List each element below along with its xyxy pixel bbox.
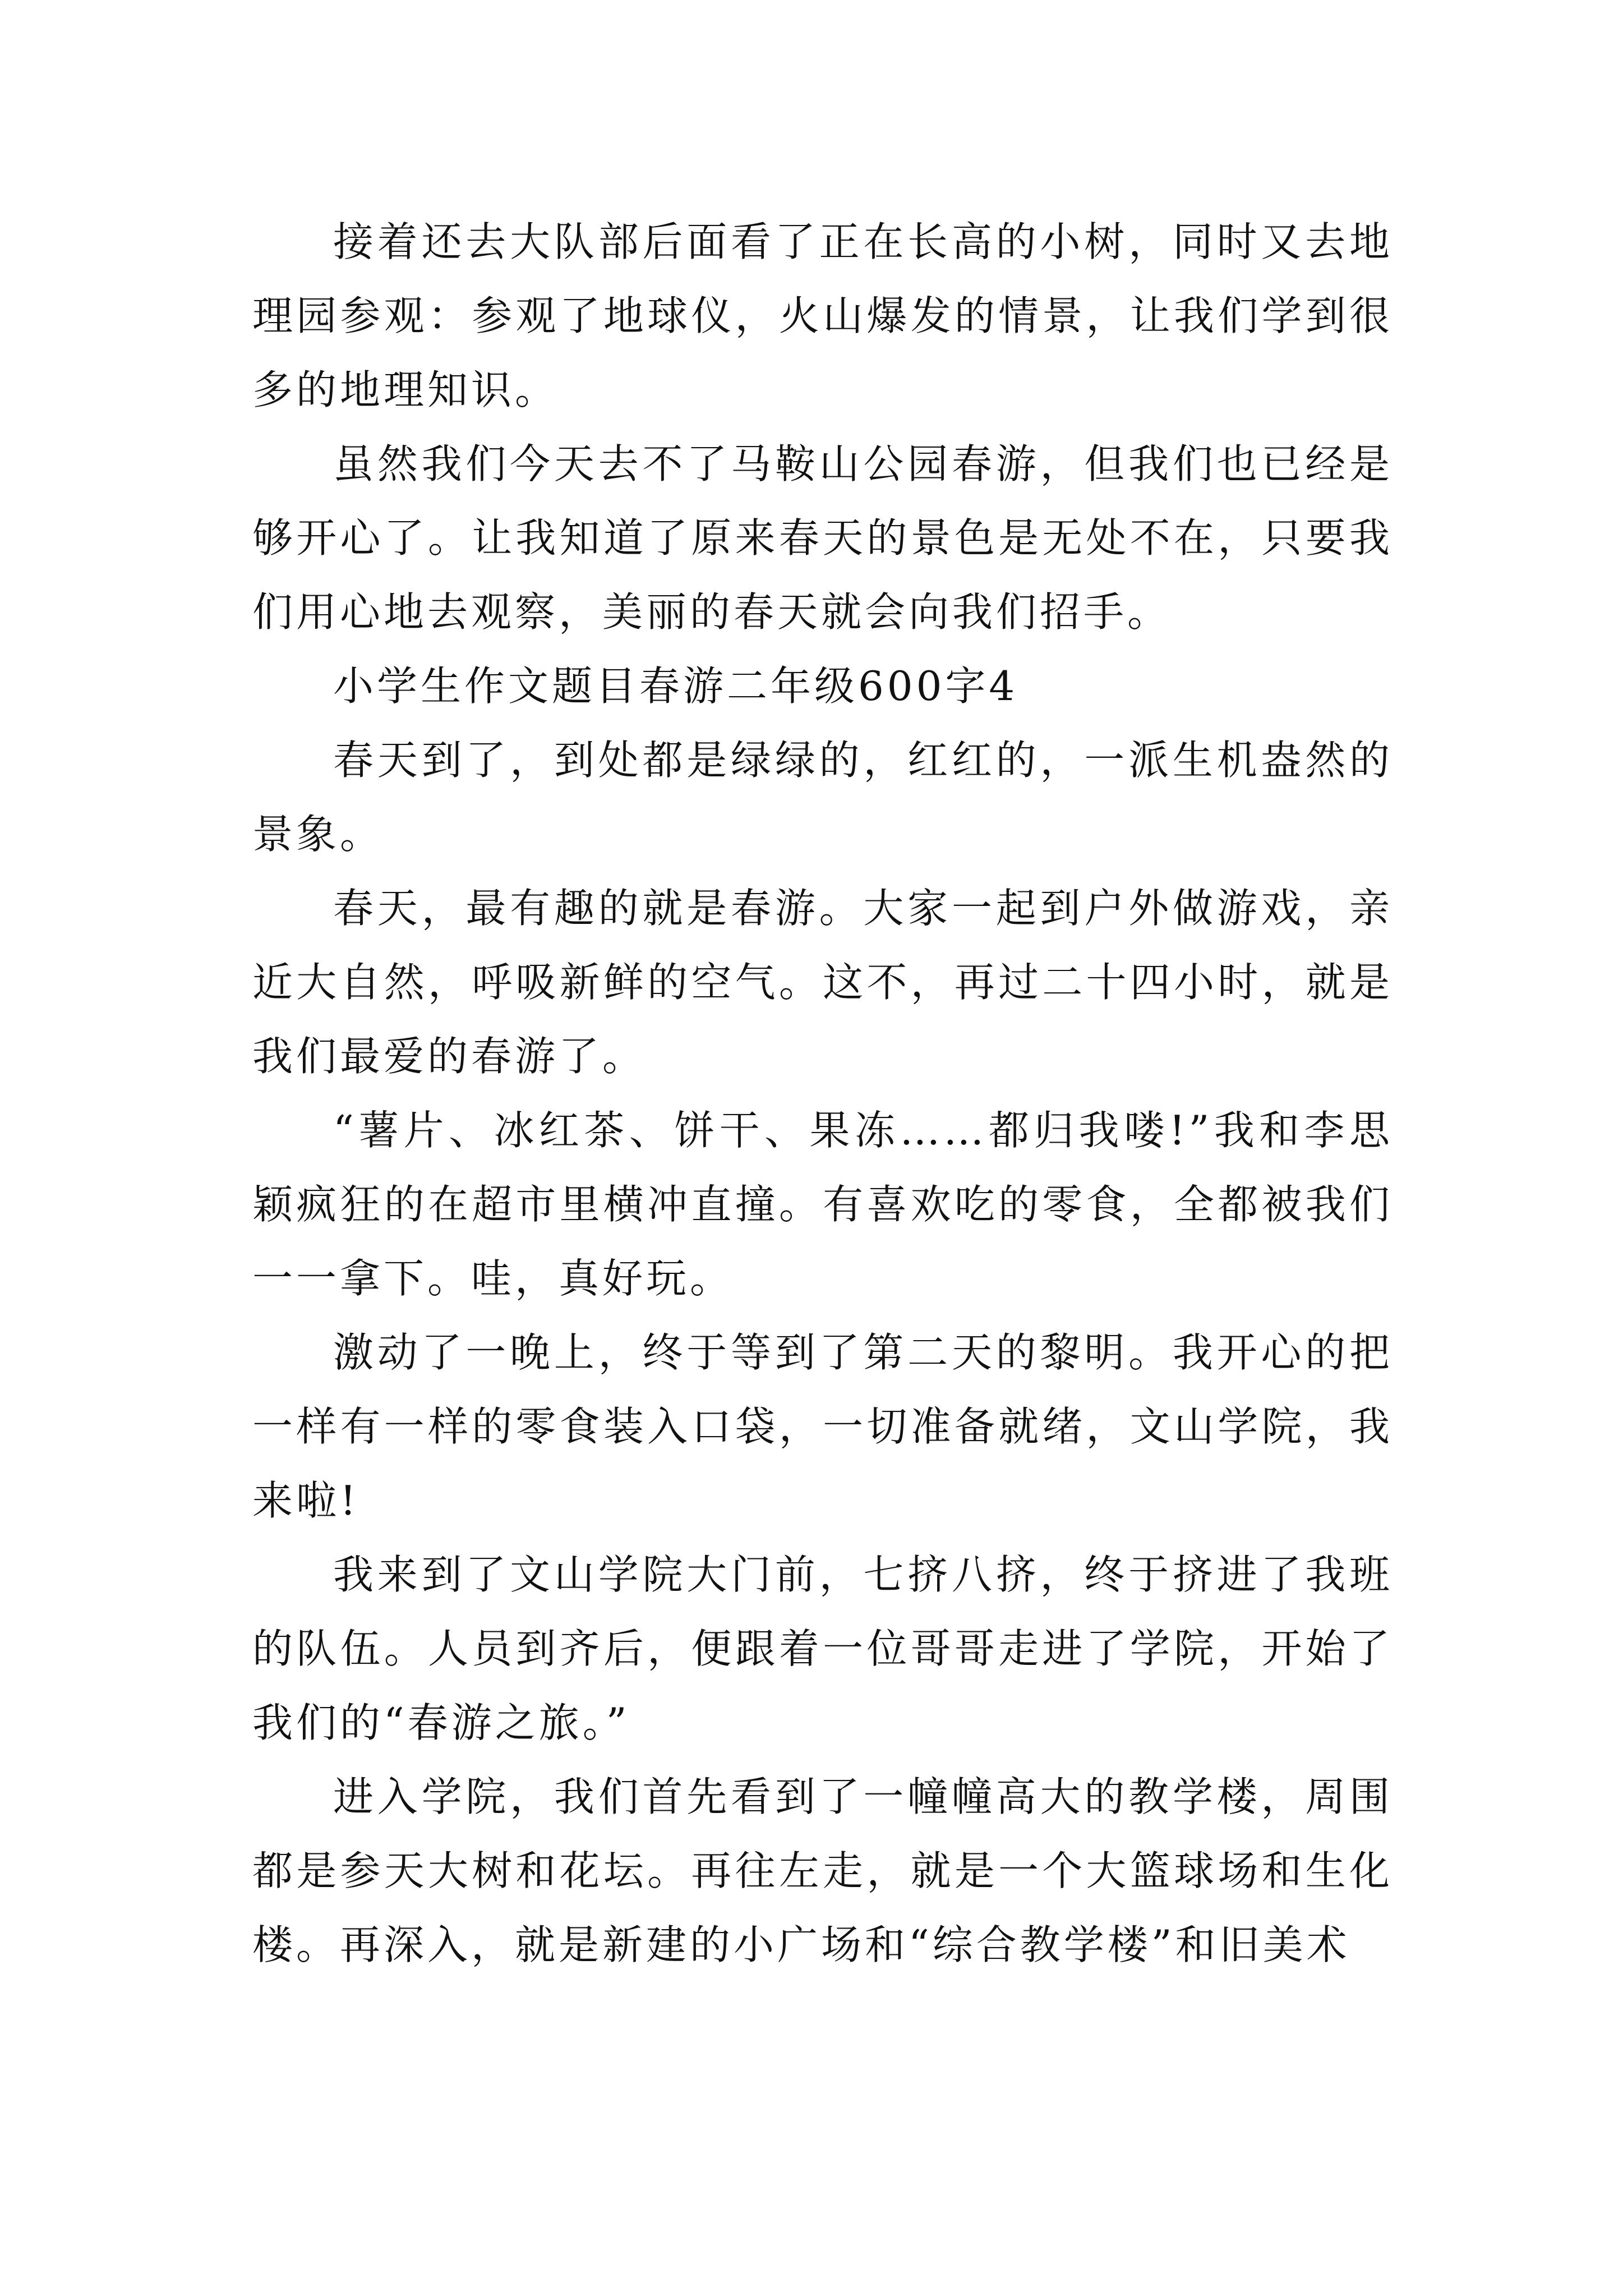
paragraph-6: 激动了一晚上，终于等到了第二天的黎明。我开心的把一样有一样的零食装入口袋，一切准备就绪，文山学院，我来啦! — [252, 1329, 1393, 1524]
paragraph-3: 春天到了，到处都是绿绿的，红红的，一派生机盎然的景象。 — [252, 737, 1393, 858]
paragraph-4: 春天，最有趣的就是春游。大家一起到户外做游戏，亲近大自然，呼吸新鲜的空气。这不，再过二十四小时，就是我们最爱的春游了。 — [252, 885, 1393, 1080]
paragraph-7: 我来到了文山学院大门前，七挤八挤，终于挤进了我班的队伍。人员到齐后，便跟着一位哥哥走进了学院，开始了我们的“春游之旅。” — [252, 1551, 1393, 1746]
paragraph-8: 进入学院，我们首先看到了一幢幢高大的教学楼，周围都是参天大树和花坛。再往左走，就是一个大篮球场和生化楼。再深入，就是新建的小广场和“综合教学楼”和旧美术 — [252, 1773, 1393, 1968]
section-heading: 小学生作文题目春游二年级600字4 — [333, 662, 1018, 710]
paragraph-1: 接着还去大队部后面看了正在长高的小树，同时又去地理园参观：参观了地球仪，火山爆发的情景，让我们学到很多的地理知识。 — [252, 218, 1393, 413]
article-body — [252, 205, 1393, 1982]
paragraph-5: “薯片、冰红茶、饼干、果冻……都归我喽!”我和李思颖疯狂的在超市里横冲直撞。有喜欢吃的零食，全都被我们一一拿下。哇，真好玩。 — [252, 1107, 1393, 1302]
paragraph-2: 虽然我们今天去不了马鞍山公园春游，但我们也已经是够开心了。让我知道了原来春天的景色是无处不在，只要我们用心地去观察，美丽的春天就会向我们招手。 — [252, 440, 1393, 636]
